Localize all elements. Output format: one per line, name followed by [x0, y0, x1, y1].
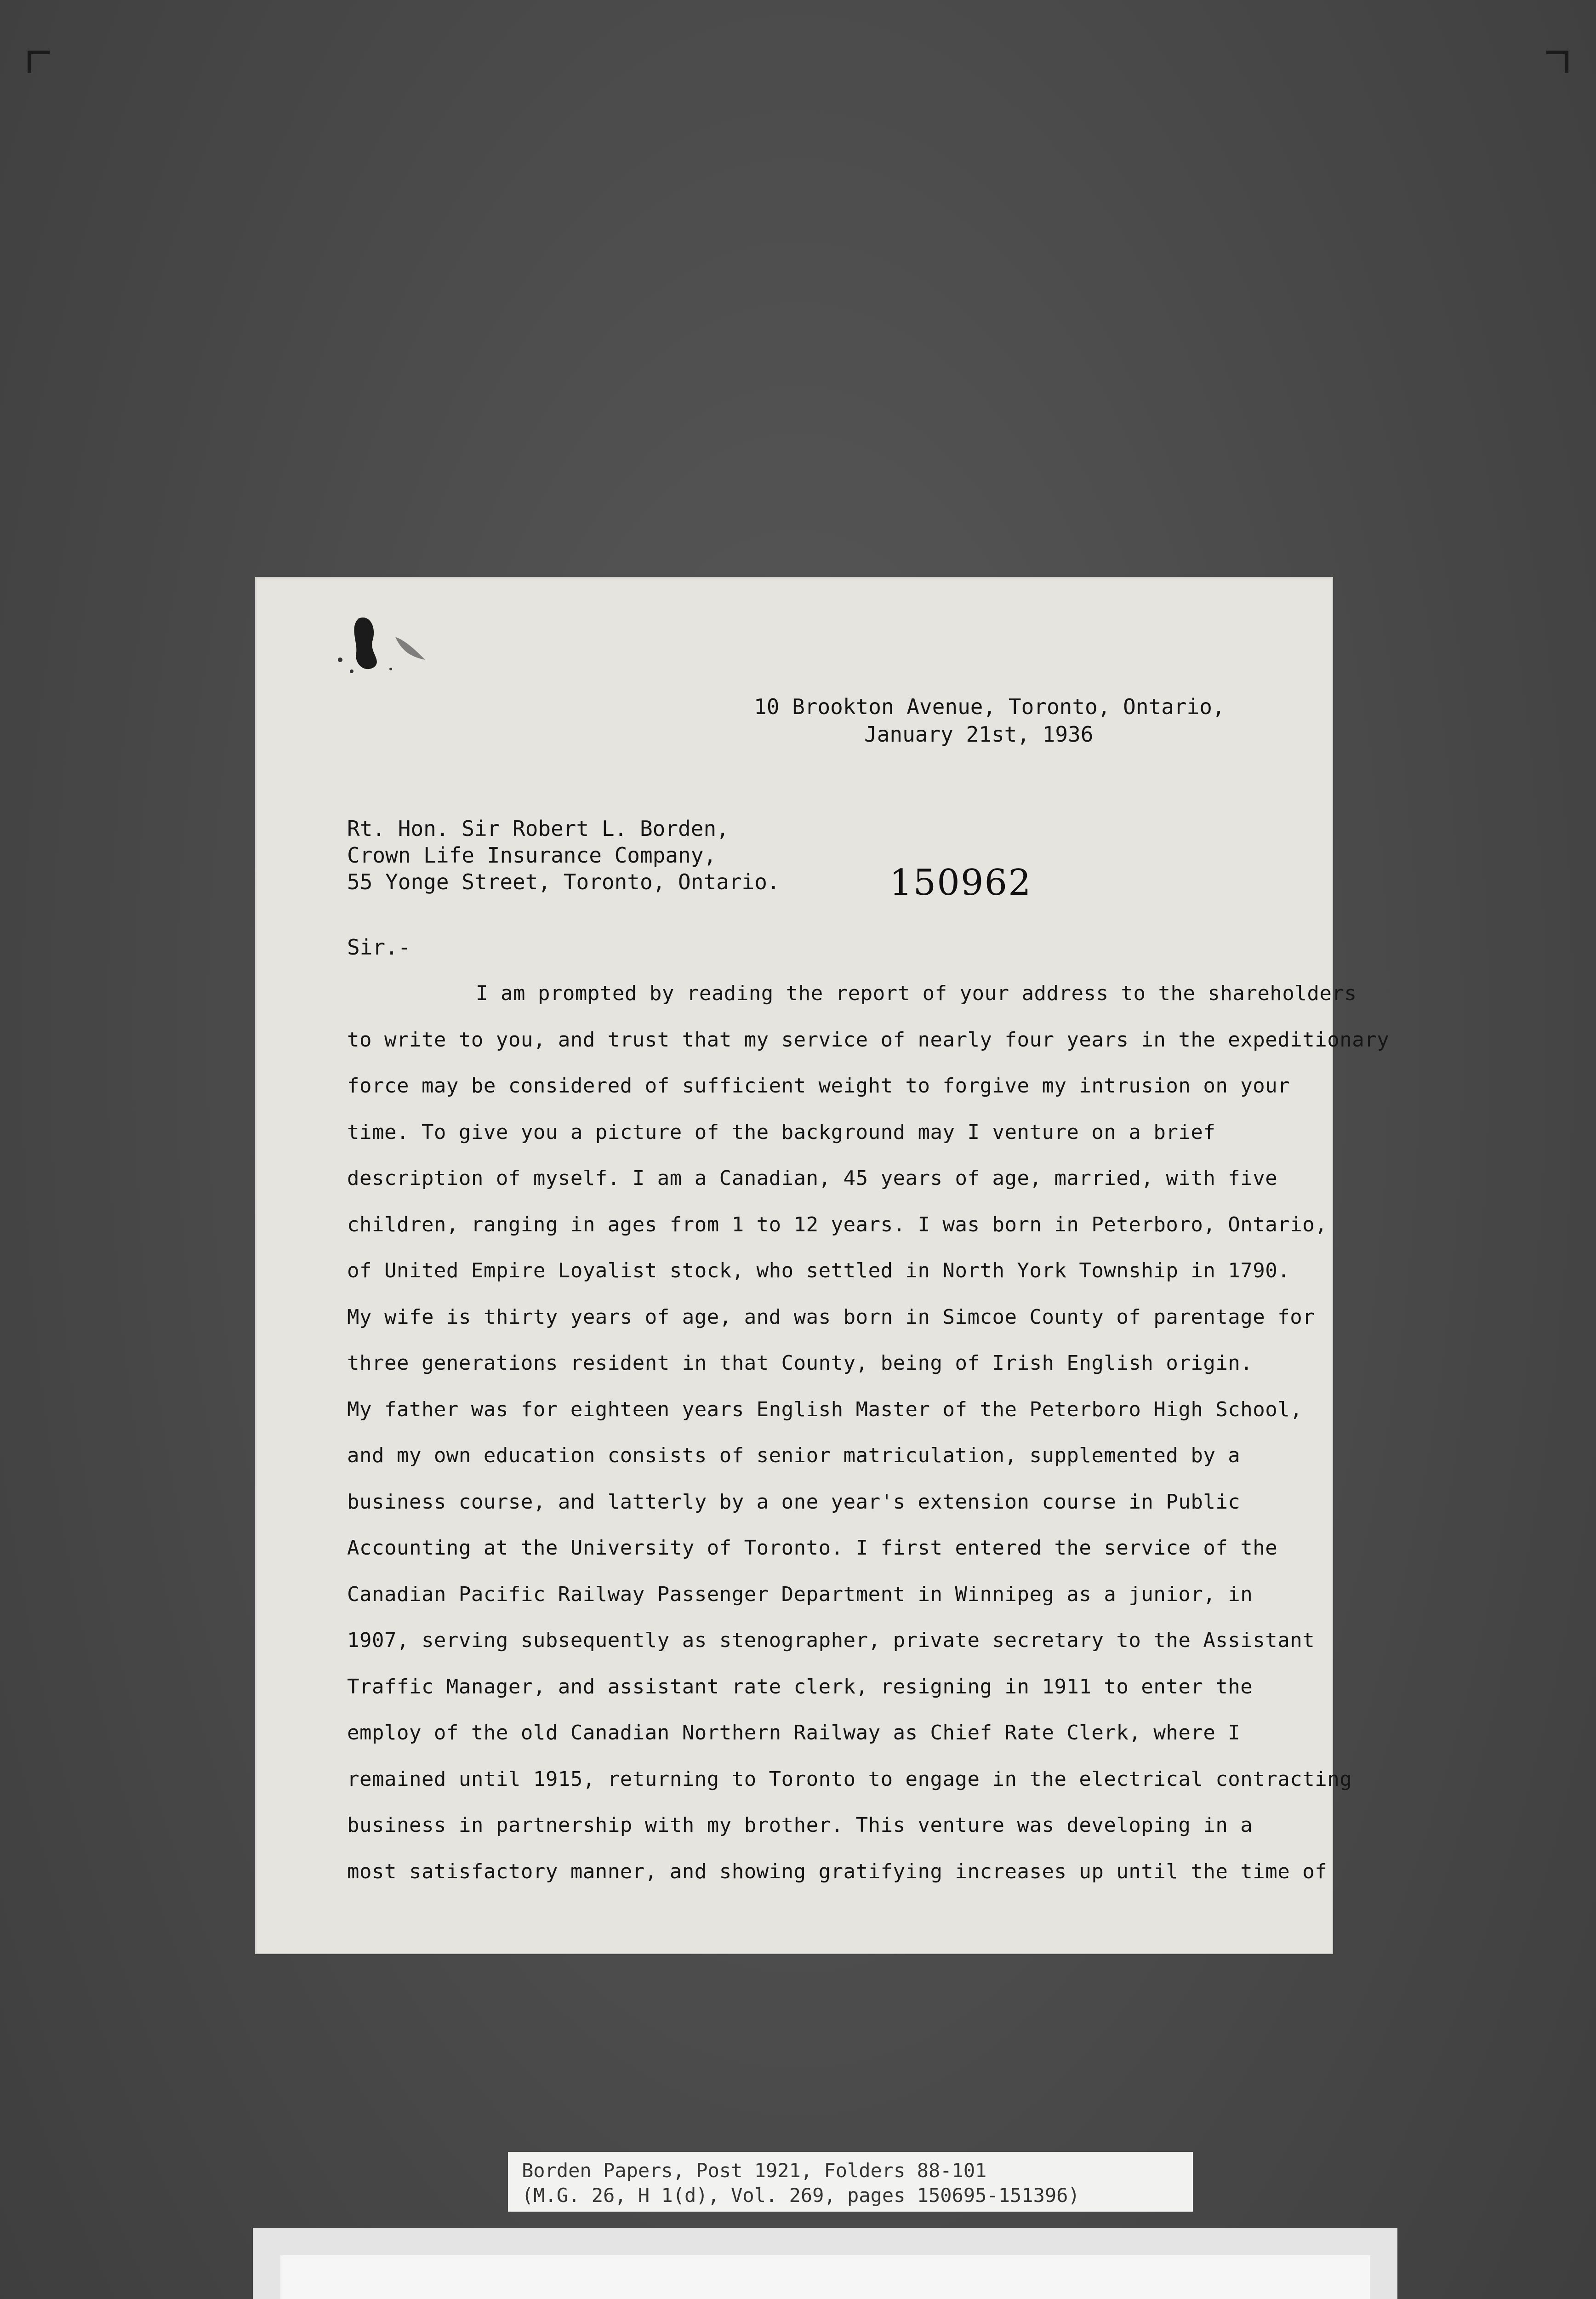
caption-line: Borden Papers, Post 1921, Folders 88-101: [522, 2159, 987, 2182]
letter-date: January 21st, 1936: [864, 722, 1094, 747]
letter-body-line: remained until 1915, returning to Toronto to engage in the electrical contracting: [347, 1767, 1352, 1791]
letter-body-line: and my own education consists of senior matriculation, supplemented by a: [347, 1444, 1241, 1467]
letter-body-line: employ of the old Canadian Northern Railway as Chief Rate Clerk, where I: [347, 1721, 1241, 1744]
letter-body-line: My father was for eighteen years English Master of the Peterboro High School,: [347, 1397, 1303, 1421]
letter-body-line: three generations resident in that County, being of Irish English origin.: [347, 1351, 1253, 1375]
ink-stain-mark: [326, 609, 432, 678]
letter-body-line: Canadian Pacific Railway Passenger Department in Winnipeg as a junior, in: [347, 1582, 1253, 1606]
letter-body-line: business course, and latterly by a one year's extension course in Public: [347, 1490, 1241, 1514]
letter-body-line: time. To give you a picture of the background may I venture on a brief: [347, 1120, 1216, 1144]
recipient-line: Rt. Hon. Sir Robert L. Borden,: [347, 816, 729, 841]
letter-body-line: I am prompted by reading the report of your address to the shareholders: [476, 982, 1357, 1005]
archive-caption: [508, 2152, 1193, 2212]
letter-body-line: Traffic Manager, and assistant rate clerk, resigning in 1911 to enter the: [347, 1675, 1253, 1699]
letter-body-line: My wife is thirty years of age, and was born in Simcoe County of parentage for: [347, 1305, 1315, 1329]
recipient-line: 55 Yonge Street, Toronto, Ontario.: [347, 869, 780, 894]
sender-address: 10 Brookton Avenue, Toronto, Ontario,: [754, 694, 1225, 719]
recipient-line: Crown Life Insurance Company,: [347, 843, 717, 868]
frame-corner-mark: [1546, 51, 1568, 73]
letter-body-line: business in partnership with my brother. This venture was developing in a: [347, 1813, 1253, 1837]
document-number: 150962: [889, 862, 1032, 904]
archives-label-inner: [280, 2255, 1370, 2299]
letter-body-line: of United Empire Loyalist stock, who settled in North York Township in 1790.: [347, 1259, 1290, 1282]
frame-corner-mark: [28, 51, 50, 73]
letter-body-line: children, ranging in ages from 1 to 12 years. I was born in Peterboro, Ontario,: [347, 1212, 1328, 1236]
letter-body-line: Accounting at the University of Toronto. I first entered the service of the: [347, 1536, 1278, 1560]
salutation: Sir.-: [347, 935, 411, 960]
letter-body-line: description of myself. I am a Canadian, 45 years of age, married, with five: [347, 1167, 1278, 1190]
letter-body-line: to write to you, and trust that my service of nearly four years in the expeditionary: [347, 1028, 1390, 1052]
archives-label-card: [253, 2228, 1397, 2299]
caption-line: (M.G. 26, H 1(d), Vol. 269, pages 150695-151396): [522, 2184, 1080, 2207]
letter-body-line: most satisfactory manner, and showing gratifying increases up until the time of: [347, 1859, 1328, 1883]
letter-page: [255, 577, 1390, 1954]
letter-body-line: 1907, serving subsequently as stenographer, private secretary to the Assistant: [347, 1629, 1315, 1652]
letter-body-line: force may be considered of sufficient weight to forgive my intrusion on your: [347, 1074, 1290, 1098]
